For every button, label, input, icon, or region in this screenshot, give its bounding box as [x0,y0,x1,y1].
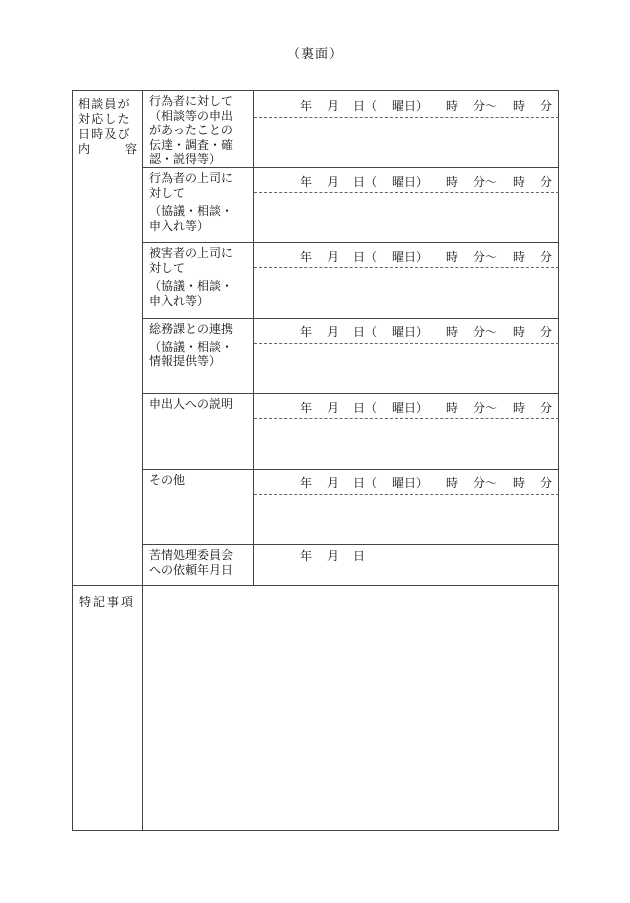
label-line: 日時及び [78,127,131,141]
datetime-row [300,248,556,276]
category-committee-request [149,548,251,577]
category-line: 対して [149,260,186,275]
datetime-row [300,399,556,427]
row-divider [142,544,559,545]
label-char: 容 [125,142,139,156]
datetime-field-label: 時 [513,250,526,264]
committee-date-row [300,547,556,575]
datetime-row [300,474,556,502]
datetime-field-label: 分 [540,325,553,339]
datetime-field-label: 時 [446,99,459,113]
datetime-field-label: 分 [540,99,553,113]
datetime-field-label: 分 [540,476,553,490]
form-table [72,90,559,831]
category-offender-supervisor [149,171,251,233]
datetime-field-label: 年 [300,476,313,490]
datetime-field-label: 時 [513,476,526,490]
datetime-field-label: 曜日） [392,325,429,339]
category-line: 対して [149,185,186,200]
datetime-field-label: 曜日） [392,250,429,264]
label-char: 内 [78,142,92,156]
datetime-field-label: 日（ [353,250,378,264]
category-line: （相談等の申出 [149,108,234,123]
datetime-field-label: 分～ [473,401,498,415]
datetime-field-label: 月 [327,476,340,490]
datetime-field-label: 時 [513,401,526,415]
column-divider-left [142,90,143,831]
datetime-field-label: 時 [446,250,459,264]
category-line: 申入れ等） [149,293,210,308]
datetime-field-label: 時 [446,325,459,339]
category-victim-supervisor [149,246,251,308]
datetime-field-label: 年 [300,325,313,339]
page-title: （裏面） [286,47,343,62]
label-line: 対応した [78,112,131,126]
datetime-field-label: 時 [446,175,459,189]
special-notes-label: 特記事項 [79,595,136,609]
category-line: その他 [149,473,186,487]
row-divider [142,242,559,243]
datetime-field-label: 分 [540,175,553,189]
datetime-field-label: 月 [327,549,340,563]
datetime-field-label: 日（ [353,401,378,415]
row-divider [142,167,559,168]
datetime-field-label: 日（ [353,325,378,339]
datetime-row [300,97,556,125]
category-line: 申入れ等） [149,218,210,233]
datetime-field-label: 日（ [353,175,378,189]
category-line: 認・説得等） [149,152,222,166]
category-line: 総務課との連携 [149,322,234,336]
datetime-field-label: 曜日） [392,476,429,490]
datetime-field-label: 分 [540,250,553,264]
datetime-field-label: 時 [513,325,526,339]
datetime-field-label: 年 [300,99,313,113]
category-line: があったことの [149,123,233,137]
column-divider-middle [253,90,254,585]
category-line: （協議・相談・ [149,279,234,293]
datetime-field-label: 月 [327,401,340,415]
label-line: 相談員が [78,97,131,111]
datetime-field-label: 年 [300,250,313,264]
datetime-field-label: 日 [353,549,366,563]
category-line: 伝達・調査・確 [149,137,234,152]
category-line: （協議・相談・ [149,204,234,218]
datetime-field-label: 曜日） [392,99,429,113]
category-line: 行為者の上司に [149,171,234,185]
datetime-field-label: 年 [300,175,313,189]
datetime-field-label: 日（ [353,99,378,113]
datetime-field-label: 時 [513,175,526,189]
datetime-field-label: 時 [513,99,526,113]
datetime-field-label: 年 [300,401,313,415]
category-general-affairs [149,322,251,369]
datetime-field-label: 月 [327,99,340,113]
consultation-response-label [78,97,140,157]
category-line: 苦情処理委員会 [149,548,234,562]
category-line: 情報提供等） [149,354,222,368]
datetime-row [300,323,556,351]
row-divider [142,393,559,394]
category-other [149,473,251,488]
datetime-field-label: 分～ [473,99,498,113]
datetime-field-label: 分～ [473,476,498,490]
datetime-field-label: 分～ [473,325,498,339]
category-line: 被害者の上司に [149,246,234,260]
datetime-field-label: 月 [327,250,340,264]
category-line: 申出人への説明 [149,397,234,411]
datetime-field-label: 日（ [353,476,378,490]
datetime-field-label: 分～ [473,175,498,189]
category-line: （協議・相談・ [149,339,234,354]
datetime-field-label: 時 [446,476,459,490]
row-divider [142,318,559,319]
datetime-field-label: 曜日） [392,401,429,415]
datetime-row [300,173,556,201]
datetime-field-label: 分～ [473,250,498,264]
datetime-field-label: 月 [327,175,340,189]
category-line: 行為者に対して [149,94,234,108]
category-applicant-explanation [149,397,251,412]
datetime-field-label: 曜日） [392,175,429,189]
category-offender [149,94,251,167]
label-line [78,142,140,157]
datetime-field-label: 分 [540,401,553,415]
category-line: への依頼年月日 [149,562,234,577]
datetime-field-label: 時 [446,401,459,415]
datetime-field-label: 月 [327,325,340,339]
row-divider [142,469,559,470]
row-divider-special-notes [72,585,559,586]
datetime-field-label: 年 [300,549,313,563]
